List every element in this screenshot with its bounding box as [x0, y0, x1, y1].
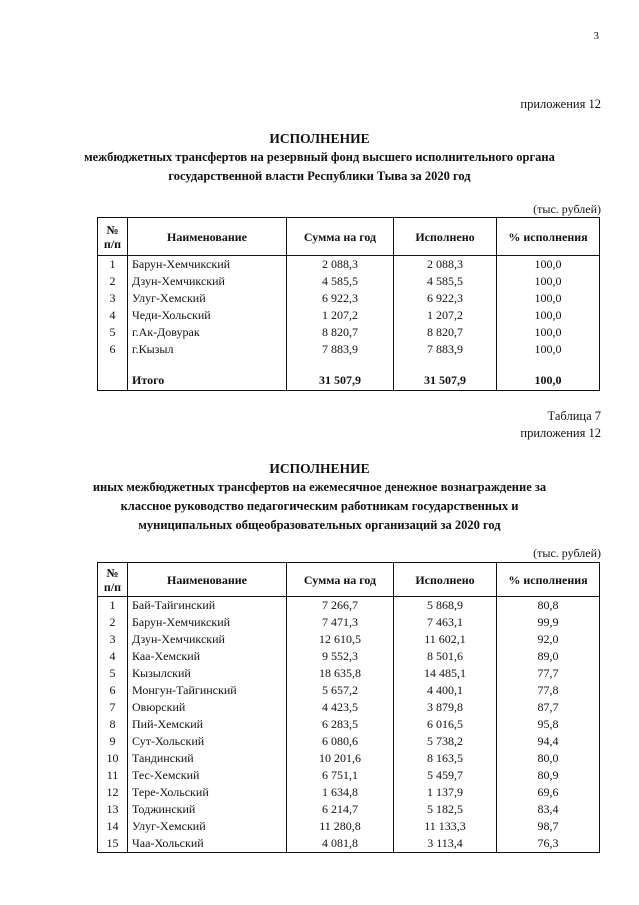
row-name: Дзун-Хемчикский	[128, 631, 287, 648]
section1-table-body	[98, 256, 600, 391]
header-done: Исполнено	[394, 563, 497, 597]
row-name: Улуг-Хемский	[128, 818, 287, 835]
row-name: Дзун-Хемчикский	[128, 273, 287, 290]
row-name: Барун-Хемчикский	[128, 614, 287, 631]
spacer-row	[98, 358, 600, 370]
row-name: Чаа-Хольский	[128, 835, 287, 853]
row-done: 3 879,8	[394, 699, 497, 716]
row-name: г.Кызыл	[128, 341, 287, 358]
row-pct: 83,4	[497, 801, 600, 818]
row-done: 2 088,3	[394, 256, 497, 274]
table-row	[98, 256, 600, 274]
row-pct: 100,0	[497, 307, 600, 324]
spacer-cell	[98, 358, 128, 370]
total-number	[98, 370, 128, 391]
row-done: 8 501,6	[394, 648, 497, 665]
row-pct: 95,8	[497, 716, 600, 733]
row-pct: 76,3	[497, 835, 600, 853]
row-number: 5	[98, 665, 128, 682]
row-number: 2	[98, 614, 128, 631]
table-row	[98, 699, 600, 716]
row-plan: 7 883,9	[287, 341, 394, 358]
row-plan: 10 201,6	[287, 750, 394, 767]
section1-units: (тыс. рублей)	[533, 202, 601, 216]
header-num: № п/п	[98, 563, 128, 597]
header-num: № п/п	[98, 218, 128, 256]
table-row	[98, 324, 600, 341]
row-plan: 1 207,2	[287, 307, 394, 324]
section2-heading	[0, 460, 639, 535]
table-row	[98, 631, 600, 648]
table-row	[98, 648, 600, 665]
row-pct: 80,8	[497, 597, 600, 615]
row-done: 5 868,9	[394, 597, 497, 615]
table-label: Таблица 7	[547, 409, 601, 423]
row-done: 5 459,7	[394, 767, 497, 784]
table-row	[98, 665, 600, 682]
table-row	[98, 716, 600, 733]
row-plan: 5 657,2	[287, 682, 394, 699]
row-done: 7 883,9	[394, 341, 497, 358]
section2-units: (тыс. рублей)	[533, 546, 601, 560]
row-plan: 7 266,7	[287, 597, 394, 615]
row-name: Тере-Хольский	[128, 784, 287, 801]
row-done: 1 137,9	[394, 784, 497, 801]
row-number: 11	[98, 767, 128, 784]
row-name: Сут-Хольский	[128, 733, 287, 750]
row-number: 15	[98, 835, 128, 853]
row-done: 1 207,2	[394, 307, 497, 324]
row-number: 13	[98, 801, 128, 818]
row-name: Овюрский	[128, 699, 287, 716]
row-done: 6 922,3	[394, 290, 497, 307]
row-pct: 100,0	[497, 341, 600, 358]
row-pct: 80,9	[497, 767, 600, 784]
row-pct: 100,0	[497, 324, 600, 341]
row-plan: 6 283,5	[287, 716, 394, 733]
row-pct: 100,0	[497, 273, 600, 290]
row-pct: 99,9	[497, 614, 600, 631]
total-plan: 31 507,9	[287, 370, 394, 391]
row-plan: 6 214,7	[287, 801, 394, 818]
row-plan: 18 635,8	[287, 665, 394, 682]
row-number: 8	[98, 716, 128, 733]
row-plan: 6 922,3	[287, 290, 394, 307]
table-row	[98, 290, 600, 307]
row-done: 3 113,4	[394, 835, 497, 853]
row-name: Барун-Хемчикский	[128, 256, 287, 274]
row-pct: 92,0	[497, 631, 600, 648]
section1-title: ИСПОЛНЕНИЕ	[269, 131, 370, 146]
section1-subtitle-line2: государственной власти Республики Тыва за 2020 год	[168, 169, 471, 183]
row-number: 14	[98, 818, 128, 835]
appendix-line-1: приложения 12	[520, 97, 601, 111]
table-row	[98, 750, 600, 767]
row-name: Монгун-Тайгинский	[128, 682, 287, 699]
table-row	[98, 767, 600, 784]
row-number: 6	[98, 682, 128, 699]
section2-labels	[520, 408, 601, 442]
table-row	[98, 273, 600, 290]
row-number: 1	[98, 256, 128, 274]
row-plan: 6 080,6	[287, 733, 394, 750]
section1-table	[97, 217, 600, 391]
row-pct: 100,0	[497, 256, 600, 274]
row-name: Кызылский	[128, 665, 287, 682]
spacer-cell	[497, 358, 600, 370]
total-done: 31 507,9	[394, 370, 497, 391]
table-row	[98, 784, 600, 801]
row-done: 11 602,1	[394, 631, 497, 648]
section2-subtitle-line3: муниципальных общеобразовательных организаций за 2020 год	[138, 518, 501, 532]
row-name: Тес-Хемский	[128, 767, 287, 784]
row-done: 8 820,7	[394, 324, 497, 341]
spacer-cell	[128, 358, 287, 370]
row-name: г.Ак-Довурак	[128, 324, 287, 341]
appendix-line-2: приложения 12	[520, 426, 601, 440]
total-pct: 100,0	[497, 370, 600, 391]
table-row	[98, 614, 600, 631]
table-row	[98, 818, 600, 835]
row-number: 10	[98, 750, 128, 767]
header-pct: % исполнения	[497, 563, 600, 597]
section1-subtitle-line1: межбюджетных трансфертов на резервный фонд высшего исполнительного органа	[84, 150, 555, 164]
row-plan: 4 423,5	[287, 699, 394, 716]
row-pct: 80,0	[497, 750, 600, 767]
row-pct: 77,7	[497, 665, 600, 682]
row-number: 2	[98, 273, 128, 290]
header-done: Исполнено	[394, 218, 497, 256]
row-pct: 87,7	[497, 699, 600, 716]
header-name: Наименование	[128, 563, 287, 597]
row-plan: 2 088,3	[287, 256, 394, 274]
row-pct: 94,4	[497, 733, 600, 750]
table-row	[98, 835, 600, 853]
row-pct: 89,0	[497, 648, 600, 665]
row-done: 6 016,5	[394, 716, 497, 733]
row-done: 11 133,3	[394, 818, 497, 835]
row-done: 14 485,1	[394, 665, 497, 682]
row-number: 3	[98, 290, 128, 307]
spacer-cell	[394, 358, 497, 370]
row-number: 6	[98, 341, 128, 358]
table-row	[98, 307, 600, 324]
page-number: 3	[593, 30, 599, 42]
table-row	[98, 597, 600, 615]
row-number: 1	[98, 597, 128, 615]
table-row	[98, 682, 600, 699]
row-number: 4	[98, 307, 128, 324]
header-plan: Сумма на год	[287, 218, 394, 256]
table-row	[98, 341, 600, 358]
row-name: Тоджинский	[128, 801, 287, 818]
row-plan: 8 820,7	[287, 324, 394, 341]
row-number: 4	[98, 648, 128, 665]
row-pct: 69,6	[497, 784, 600, 801]
row-name: Чеди-Хольский	[128, 307, 287, 324]
row-number: 12	[98, 784, 128, 801]
row-plan: 11 280,8	[287, 818, 394, 835]
row-done: 7 463,1	[394, 614, 497, 631]
row-plan: 4 585,5	[287, 273, 394, 290]
row-plan: 1 634,8	[287, 784, 394, 801]
section2-subtitle-line1: иных межбюджетных трансфертов на ежемесячное денежное вознаграждение за	[92, 480, 547, 494]
row-name: Улуг-Хемский	[128, 290, 287, 307]
row-pct: 77,8	[497, 682, 600, 699]
row-done: 5 738,2	[394, 733, 497, 750]
row-done: 8 163,5	[394, 750, 497, 767]
total-row	[98, 370, 600, 391]
header-pct: % исполнения	[497, 218, 600, 256]
section2-table	[97, 562, 600, 853]
row-name: Каа-Хемский	[128, 648, 287, 665]
section2-table-body	[98, 597, 600, 853]
row-done: 4 585,5	[394, 273, 497, 290]
spacer-cell	[287, 358, 394, 370]
table-row	[98, 733, 600, 750]
row-name: Бай-Тайгинский	[128, 597, 287, 615]
table-row	[98, 801, 600, 818]
row-plan: 6 751,1	[287, 767, 394, 784]
row-number: 3	[98, 631, 128, 648]
row-name: Тандинский	[128, 750, 287, 767]
header-name: Наименование	[128, 218, 287, 256]
row-plan: 9 552,3	[287, 648, 394, 665]
row-plan: 7 471,3	[287, 614, 394, 631]
row-name: Пий-Хемский	[128, 716, 287, 733]
row-plan: 4 081,8	[287, 835, 394, 853]
row-done: 5 182,5	[394, 801, 497, 818]
row-number: 5	[98, 324, 128, 341]
header-plan: Сумма на год	[287, 563, 394, 597]
row-number: 9	[98, 733, 128, 750]
row-number: 7	[98, 699, 128, 716]
total-name: Итого	[128, 370, 287, 391]
section2-title: ИСПОЛНЕНИЕ	[269, 461, 370, 476]
row-done: 4 400,1	[394, 682, 497, 699]
row-plan: 12 610,5	[287, 631, 394, 648]
section1-heading	[0, 130, 639, 186]
section2-subtitle-line2: классное руководство педагогическим работникам государственных и	[120, 499, 519, 513]
row-pct: 100,0	[497, 290, 600, 307]
row-pct: 98,7	[497, 818, 600, 835]
